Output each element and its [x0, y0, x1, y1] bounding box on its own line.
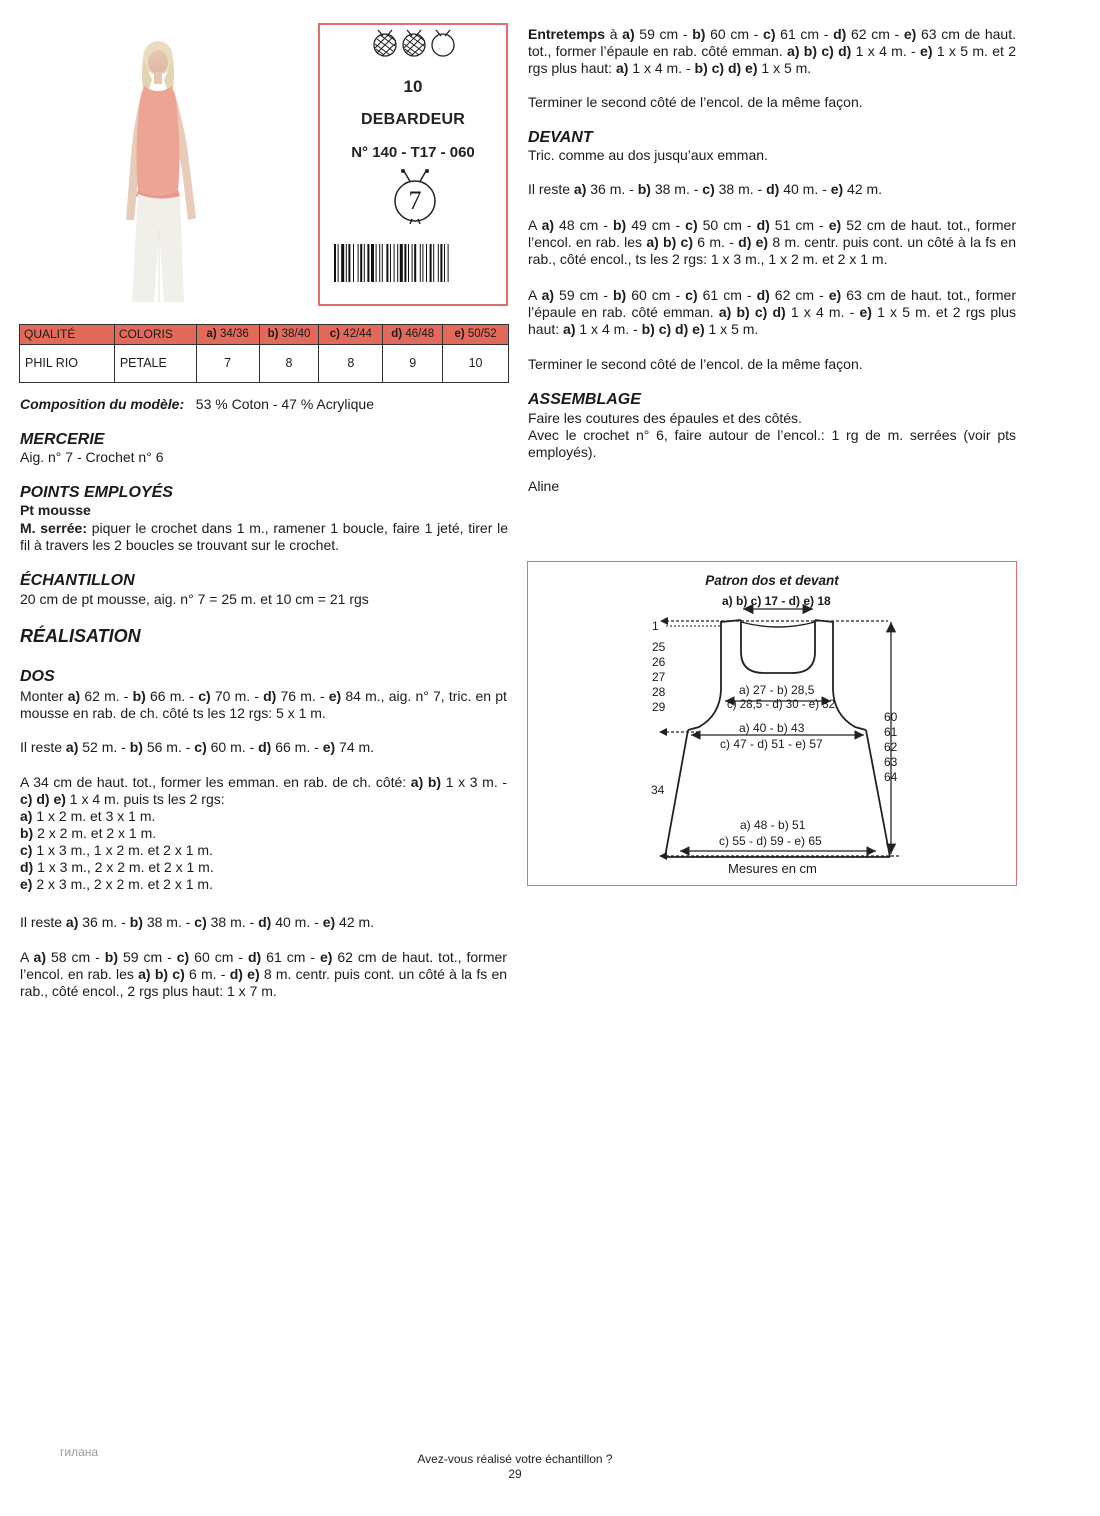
echantillon-heading: ÉCHANTILLON: [20, 572, 135, 589]
dos-p3: A 34 cm de haut. tot., former les emman. en rab. de ch. côté: a) b) 1 x 3 m. - c) d) e) 1 x 4 m. puis ts les 2 rgs:: [20, 774, 507, 807]
header-size-d: d) 46/48: [383, 325, 443, 345]
neck-depth-labels: 25 26 27 28 29: [652, 640, 666, 714]
header-quality: QUALITÉ: [20, 325, 115, 345]
needle-size: 7: [408, 186, 422, 215]
quality-table: [19, 324, 509, 383]
dos-p2: Il reste a) 52 m. - b) 56 m. - c) 60 m. - d) 66 m. - e) 74 m.: [20, 739, 375, 755]
chest-label-2: c) 47 - d) 51 - e) 57: [720, 737, 823, 751]
pattern-reference: N° 140 - T17 - 060: [351, 144, 475, 161]
pattern-diagram: [527, 561, 1017, 886]
pattern-number: 10: [403, 77, 423, 96]
hem-label-1: a) 48 - b) 51: [740, 818, 806, 832]
dos-p1: Monter a) 62 m. - b) 66 m. - c) 70 m. - d) 76 m. - e) 84 m., aig. n° 7, tric. en pt mousse en rab. de ch. côté ts les 12 rgs: 5 x 1 m.: [20, 688, 507, 721]
header-size-b: b) 38/40: [259, 325, 319, 345]
neck-inner-label: a) 27 - b) 28,5: [739, 683, 815, 697]
assemblage-p2: Avec le crochet n° 6, faire autour de l’encol.: 1 rg de m. serrées (voir pts employés).: [528, 427, 1016, 460]
side-height-label: 34: [651, 783, 665, 797]
list-item: d) 1 x 3 m., 2 x 2 m. et 2 x 1 m.: [20, 859, 214, 875]
composition: Composition du modèle: 53 % Coton - 47 % Acrylique: [20, 396, 374, 412]
points-maille-serree: M. serrée: piquer le crochet dans 1 m., ramener 1 boucle, faire 1 jeté, tirer le fil à travers les 2 boucles se trouvant sur le crochet.: [20, 520, 508, 553]
neck-width-label: a) b) c) 17 - d) e) 18: [722, 594, 831, 608]
signature: Aline: [528, 478, 560, 494]
points-heading: POINTS EMPLOYÉS: [20, 484, 173, 501]
pattern-name: DEBARDEUR: [360, 111, 466, 128]
cell-size-d: 9: [383, 345, 443, 383]
devant-p4: A a) 59 cm - b) 60 cm - c) 61 cm - d) 62 cm - e) 63 cm de haut. tot., former l’épaule en rab. côté emman. a) b) c) d) 1 x 4 m. - e) 1 x 5 m. et 2 rgs plus haut: a) 1 x 4 m. - b) c) d) e) 1 x 5 m.: [528, 287, 1016, 337]
cell-quality: PHIL RIO: [20, 345, 115, 383]
footer-question: Avez-vous réalisé votre échantillon ?: [417, 1452, 613, 1466]
page-number: 29: [508, 1467, 522, 1481]
devant-heading: DEVANT: [528, 129, 593, 146]
realisation-heading: RÉALISATION: [20, 626, 141, 646]
terminer-paragraph-1: Terminer le second côté de l’encol. de la même façon.: [528, 94, 863, 110]
devant-p1: Tric. comme au dos jusqu’aux emman.: [528, 147, 768, 163]
echantillon-text: 20 cm de pt mousse, aig. n° 7 = 25 m. et 10 cm = 21 rgs: [20, 591, 369, 607]
list-item: c) 1 x 3 m., 1 x 2 m. et 2 x 1 m.: [20, 842, 213, 858]
yarn-ball-icon: [370, 29, 460, 59]
devant-p5: Terminer le second côté de l’encol. de la même façon.: [528, 356, 863, 372]
mercerie-text: Aig. n° 7 - Crochet n° 6: [20, 449, 164, 465]
dos-p5: A a) 58 cm - b) 59 cm - c) 60 cm - d) 61 cm - e) 62 cm de haut. tot., former l’encol. en rab. les a) b) c) 6 m. - d) e) 8 m. centr. puis cont. un côté à la fs en rab., côté encol., 2 rgs plus haut: 1 x 7 m.: [20, 949, 508, 999]
model-photo: [112, 40, 208, 302]
list-item: e) 2 x 3 m., 2 x 2 m. et 2 x 1 m.: [20, 876, 213, 892]
dos-p4: Il reste a) 36 m. - b) 38 m. - c) 38 m. - d) 40 m. - e) 42 m.: [20, 914, 375, 930]
table-header-row: [20, 325, 509, 345]
shoulder-label: 1: [652, 619, 659, 633]
devant-p2: Il reste a) 36 m. - b) 38 m. - c) 38 m. - d) 40 m. - e) 42 m.: [528, 181, 883, 197]
knitting-needles-icon: [390, 169, 440, 225]
devant-p3: A a) 48 cm - b) 49 cm - c) 50 cm - d) 51 cm - e) 52 cm de haut. tot., former l’encol. en rab. les a) b) c) 6 m. - d) e) 8 m. centr. puis cont. un côté à la fs en rab., côté encol., ts les 2 rgs: 1 x 3 m., 1 x 2 m. et 2 x 1 m.: [528, 217, 1017, 267]
cell-size-b: 8: [259, 345, 319, 383]
cell-size-a: 7: [196, 345, 259, 383]
entretemps-paragraph: Entretemps à a) 59 cm - b) 60 cm - c) 61 cm - d) 62 cm - e) 63 cm de haut. tot., former l’épaule en rab. côté emman. a) b) c) d) 1 x 4 m. - e) 1 x 5 m. et 2 rgs plus haut: a) 1 x 4 m. - b) c) d) e) 1 x 5 m.: [528, 26, 1017, 76]
header-size-c: c) 42/44: [319, 325, 383, 345]
header-color: COLORIS: [114, 325, 196, 345]
chest-label-1: a) 40 - b) 43: [739, 721, 805, 735]
cell-color: PETALE: [114, 345, 196, 383]
assemblage-p1: Faire les coutures des épaules et des côtés.: [528, 410, 802, 426]
cell-size-c: 8: [319, 345, 383, 383]
barcode: [334, 244, 494, 282]
table-row: [20, 345, 509, 383]
neck-inner-label-2: c) 28,5 - d) 30 - e) 32: [727, 699, 836, 711]
list-item: b) 2 x 2 m. et 2 x 1 m.: [20, 825, 157, 841]
list-item: a) 1 x 2 m. et 3 x 1 m.: [20, 808, 156, 824]
header-size-a: a) 34/36: [196, 325, 259, 345]
dos-heading: DOS: [20, 668, 55, 685]
dos-decrease-list: [20, 808, 510, 893]
total-height-labels: 60 61 62 63 64: [884, 710, 898, 784]
diagram-title: Patron dos et devant: [705, 573, 839, 588]
assemblage-heading: ASSEMBLAGE: [528, 391, 641, 408]
diagram-caption: Mesures en cm: [728, 861, 817, 876]
cell-size-e: 10: [443, 345, 509, 383]
hem-label-2: c) 55 - d) 59 - e) 65: [719, 834, 822, 848]
points-sub-mousse: Pt mousse: [20, 502, 91, 518]
pattern-info-card: [318, 23, 508, 306]
watermark: гилана: [60, 1445, 99, 1459]
mercerie-heading: MERCERIE: [20, 431, 105, 448]
header-size-e: e) 50/52: [443, 325, 509, 345]
